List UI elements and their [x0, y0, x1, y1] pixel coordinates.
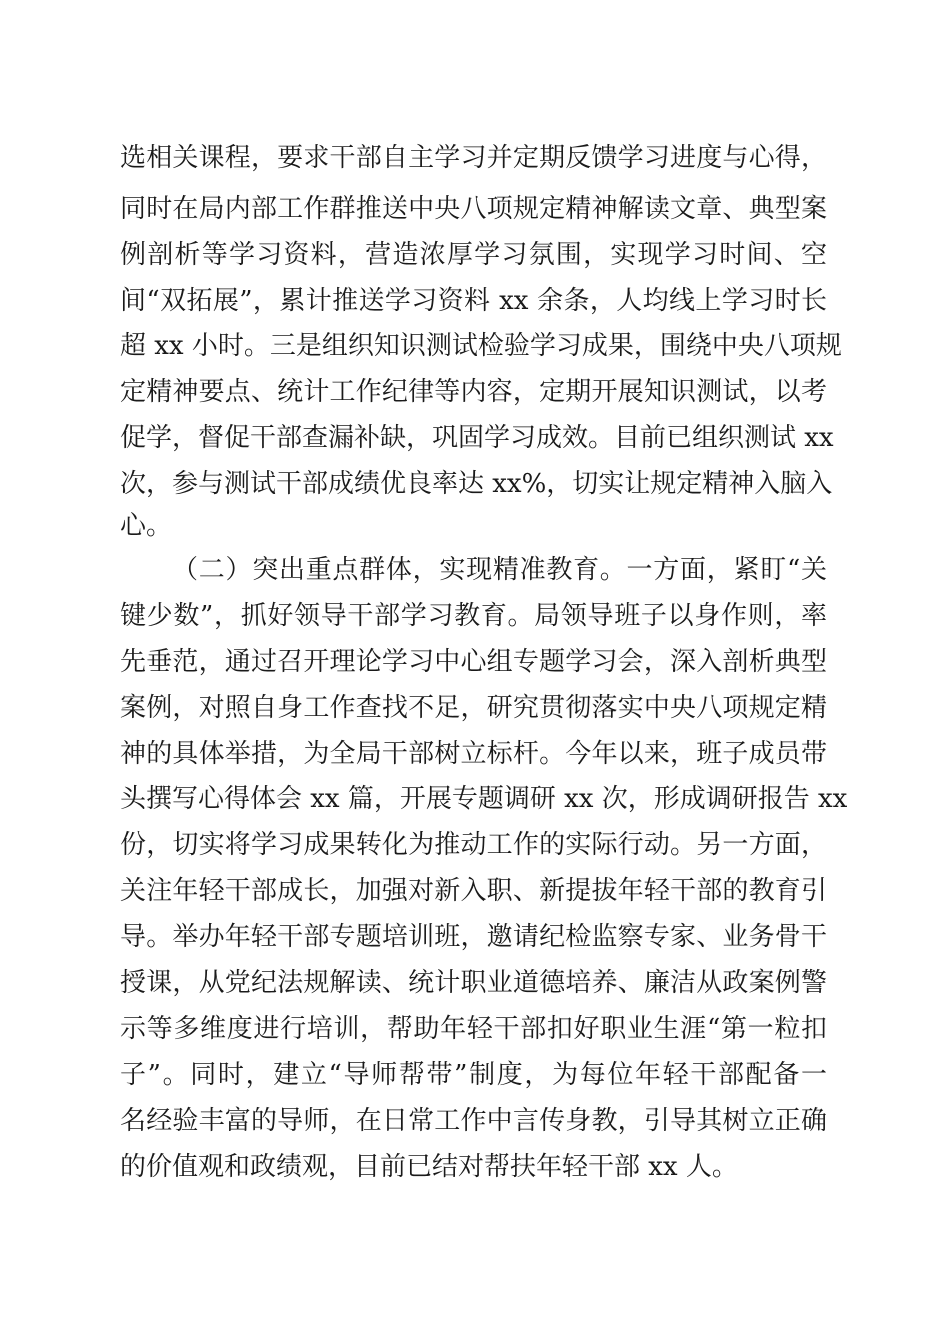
paragraph-2-line-13: 名经验丰富的导师，在日常工作中言传身教，引导其树立正确: [120, 1106, 827, 1136]
paragraph-1-line-2: 同时在局内部工作群推送中央八项规定精神解读文章、典型案: [120, 194, 827, 224]
paragraph-2-line-7: 份，切实将学习成果转化为推动工作的实际行动。另一方面，: [120, 830, 827, 860]
paragraph-1-line-5: 超 xx 小时。三是组织知识测试检验学习成果，围绕中央八项规: [120, 331, 842, 361]
paragraph-2-line-12: 子”。同时，建立“导师帮带”制度，为每位年轻干部配备一: [120, 1060, 827, 1090]
paragraph-2-line-14: 的价值观和政绩观，目前已结对帮扶年轻干部 xx 人。: [120, 1152, 738, 1182]
paragraph-1-line-9: 心。: [120, 511, 173, 541]
paragraph-2-line-10: 授课，从党纪法规解读、统计职业道德培养、廉洁从政案例警: [120, 968, 827, 998]
paragraph-1-line-4: 间“双拓展”，累计推送学习资料 xx 余条，人均线上学习时长: [120, 286, 827, 316]
paragraph-1-line-1: 选相关课程，要求干部自主学习并定期反馈学习进度与心得，: [120, 143, 827, 173]
paragraph-2-line-1: （二）突出重点群体，实现精准教育。一方面，紧盯“关: [172, 555, 827, 585]
paragraph-2-line-8: 关注年轻干部成长，加强对新入职、新提拔年轻干部的教育引: [120, 876, 827, 906]
paragraph-1-line-3: 例剖析等学习资料，营造浓厚学习氛围，实现学习时间、空: [120, 240, 827, 270]
paragraph-1-line-7: 促学，督促干部查漏补缺，巩固学习成效。目前已组织测试 xx: [120, 423, 834, 453]
paragraph-1-line-8: 次，参与测试干部成绩优良率达 xx%，切实让规定精神入脑入: [120, 469, 833, 499]
paragraph-2-line-2: 键少数”，抓好领导干部学习教育。局领导班子以身作则，率: [120, 601, 827, 631]
paragraph-1-line-6: 定精神要点、统计工作纪律等内容，定期开展知识测试，以考: [120, 377, 827, 407]
paragraph-2-line-11: 示等多维度进行培训，帮助年轻干部扣好职业生涯“第一粒扣: [120, 1014, 827, 1044]
paragraph-2-line-6: 头撰写心得体会 xx 篇，开展专题调研 xx 次，形成调研报告 xx: [120, 784, 848, 814]
paragraph-2-line-3: 先垂范，通过召开理论学习中心组专题学习会，深入剖析典型: [120, 647, 827, 677]
paragraph-2-line-4: 案例，对照自身工作查找不足，研究贯彻落实中央八项规定精: [120, 693, 827, 723]
paragraph-2-line-5: 神的具体举措，为全局干部树立标杆。今年以来，班子成员带: [120, 739, 827, 769]
paragraph-2-line-9: 导。举办年轻干部专题培训班，邀请纪检监察专家、业务骨干: [120, 922, 827, 952]
